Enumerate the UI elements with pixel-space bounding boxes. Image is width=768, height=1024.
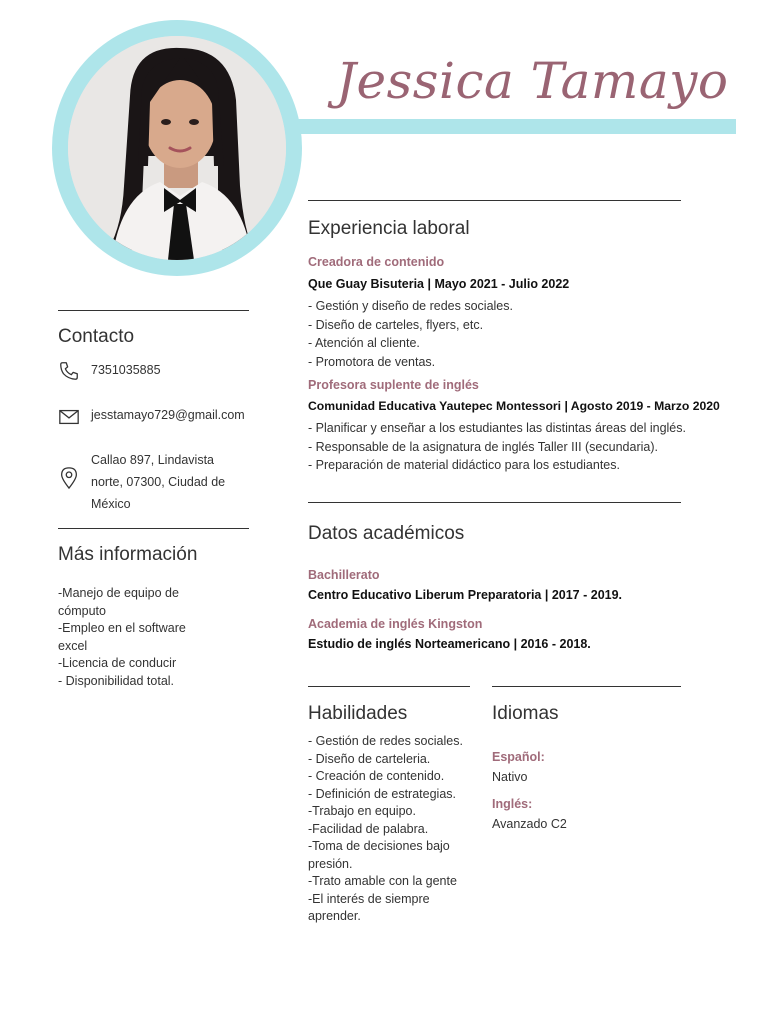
language-name: Inglés: <box>492 797 533 811</box>
more-info-line: -Empleo en el software <box>58 621 186 635</box>
academic-title: Bachillerato <box>308 568 380 582</box>
job-bullets <box>308 297 513 371</box>
skill-line: -Facilidad de palabra. <box>308 821 429 836</box>
language-level: Avanzado C2 <box>492 817 567 831</box>
header-accent-bar <box>298 119 736 134</box>
profile-photo <box>68 36 286 260</box>
job-role: Profesora suplente de inglés <box>308 378 479 392</box>
more-info-line: - Disponibilidad total. <box>58 673 175 688</box>
contact-address <box>91 449 251 515</box>
skill-line: -Trato amable con la gente <box>308 874 457 888</box>
skills-heading: Habilidades <box>308 703 408 724</box>
skill-line: -Toma de decisiones bajo <box>308 839 450 853</box>
location-pin-icon <box>58 466 80 488</box>
skill-line: - Definición de estrategias. <box>308 786 456 801</box>
address-line: Callao 897, Lindavista <box>91 453 214 467</box>
job-role: Creadora de contenido <box>308 255 445 269</box>
contact-divider <box>58 310 249 311</box>
more-info-line: cómputo <box>58 603 106 618</box>
skills-list <box>308 733 488 926</box>
languages-heading: Idiomas <box>492 703 559 724</box>
job-bullet: - Planificar y enseñar a los estudiantes las distintas áreas del inglés. <box>308 421 686 435</box>
job-bullet: - Responsable de la asignatura de inglés Taller III (secundaria). <box>308 439 658 454</box>
skill-line: - Creación de contenido. <box>308 769 445 783</box>
job-bullets <box>308 419 686 475</box>
skill-line: -Trabajo en equipo. <box>308 804 416 818</box>
contact-heading: Contacto <box>58 326 135 347</box>
job-company: Que Guay Bisuteria | Mayo 2021 - Julio 2022 <box>308 277 570 291</box>
skill-line: aprender. <box>308 909 361 923</box>
email-icon <box>58 406 80 428</box>
skill-line: - Diseño de carteleria. <box>308 751 431 766</box>
academic-detail: Centro Educativo Liberum Preparatoria | 2017 - 2019. <box>308 588 623 602</box>
experience-heading: Experiencia laboral <box>308 218 470 239</box>
academic-title: Academia de inglés Kingston <box>308 617 483 631</box>
job-bullet: - Atención al cliente. <box>308 336 420 350</box>
skill-line: presión. <box>308 856 353 871</box>
candidate-name: Jessica Tamayo <box>336 52 729 110</box>
more-info-divider <box>58 528 249 529</box>
job-company: Comunidad Educativa Yautepec Montessori | Agosto 2019 - Marzo 2020 <box>308 399 720 413</box>
languages-divider <box>492 686 681 687</box>
more-info-line: excel <box>58 638 88 653</box>
more-info-list <box>58 585 258 690</box>
academic-detail: Estudio de inglés Norteamericano | 2016 - 2018. <box>308 637 591 651</box>
job-bullet: - Promotora de ventas. <box>308 354 436 369</box>
phone-icon <box>58 360 80 382</box>
language-level: Nativo <box>492 770 528 784</box>
more-info-line: -Manejo de equipo de <box>58 586 179 600</box>
more-info-heading: Más información <box>58 544 198 565</box>
skill-line: - Gestión de redes sociales. <box>308 734 463 748</box>
address-line: norte, 07300, Ciudad de <box>91 475 226 489</box>
job-bullet: - Gestión y diseño de redes sociales. <box>308 299 513 313</box>
academic-divider <box>308 502 681 503</box>
language-name: Español: <box>492 750 545 764</box>
address-line: México <box>91 497 131 511</box>
experience-divider <box>308 200 681 201</box>
job-bullet: - Diseño de carteles, flyers, etc. <box>308 317 484 332</box>
contact-email: jesstamayo729@gmail.com <box>91 408 245 422</box>
skill-line: -El interés de siempre <box>308 891 430 906</box>
job-bullet: - Preparación de material didáctico para los estudiantes. <box>308 458 620 472</box>
academic-heading: Datos académicos <box>308 523 465 544</box>
more-info-line: -Licencia de conducir <box>58 656 177 670</box>
skills-divider <box>308 686 470 687</box>
portrait-illustration <box>68 36 286 260</box>
contact-phone: 7351035885 <box>91 363 161 377</box>
